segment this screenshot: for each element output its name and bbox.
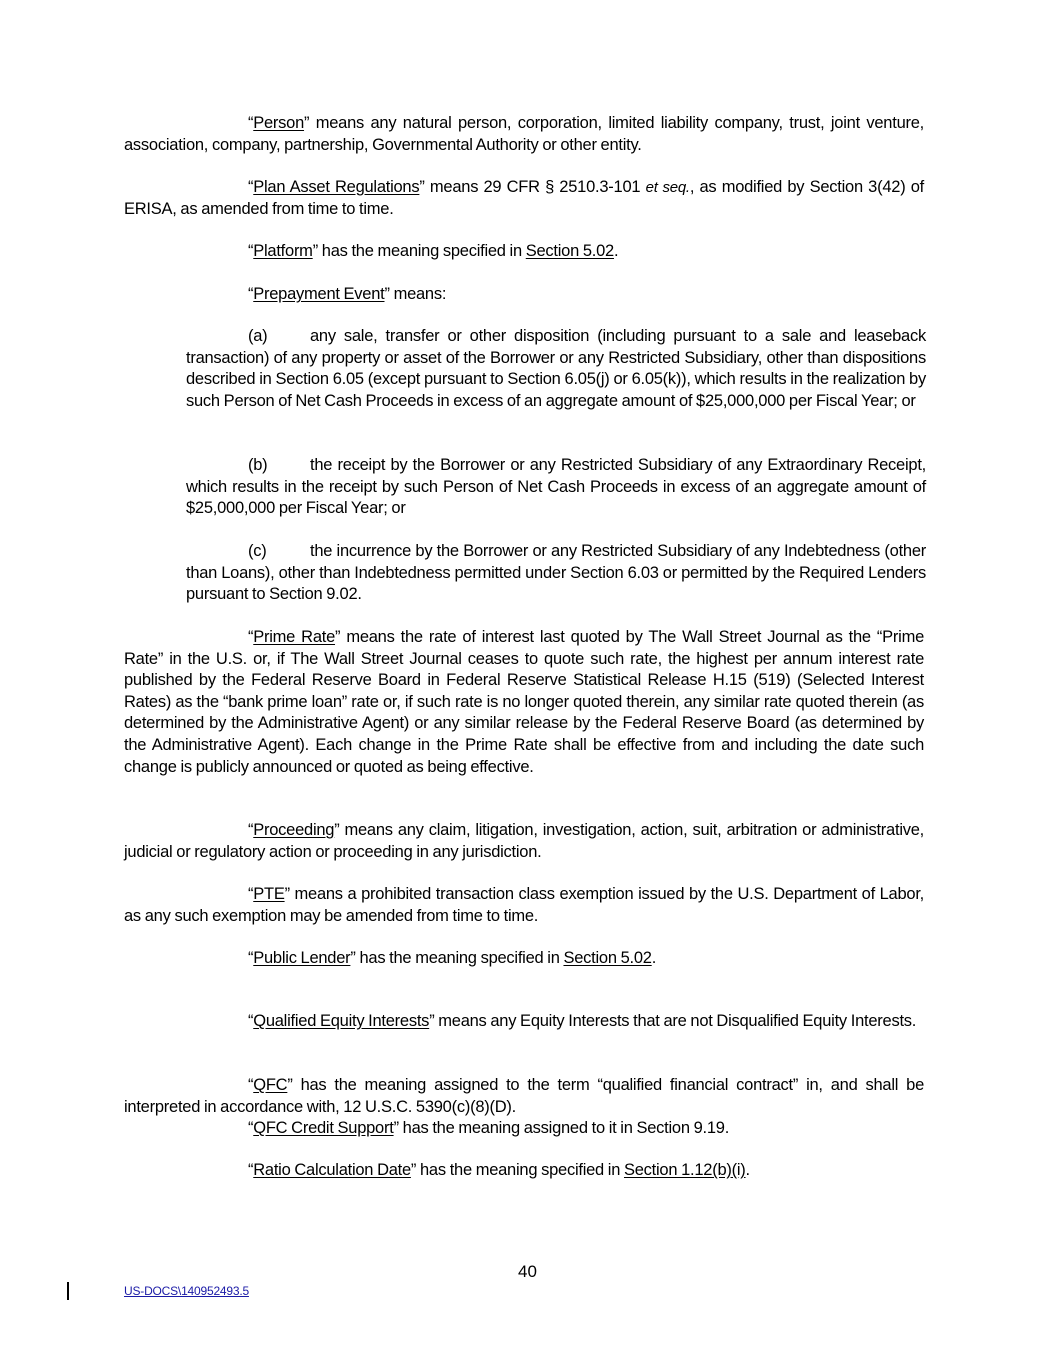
prepayment-item-b: (b) the receipt by the Borrower or any Restricted Subsidiary of any Extraordinary Receipt, which results in the receipt by such Person of Net Cash Proceeds in excess of an aggregate amount of $25,000,000 per Fiscal Year; or (186, 456, 926, 518)
section-reference: Section 5.02 (525, 242, 614, 260)
defined-term: Prepayment Event (253, 285, 385, 303)
defined-term: PTE (253, 885, 285, 903)
definition-qfc: “QFC” has the meaning assigned to the term “qualified financial contract” in, and shall be interpreted in accordance with, 12 U.S.C. 5390(c)(8)(D). (124, 1076, 924, 1116)
section-reference: Section 1.12(b)(i) (623, 1161, 746, 1179)
defined-term: Ratio Calculation Date (253, 1161, 411, 1179)
definition-qfc-credit-support: “QFC Credit Support” has the meaning assigned to it in Section 9.19. (248, 1119, 730, 1137)
defined-term: Qualified Equity Interests (253, 1012, 430, 1030)
definition-prime-rate: “Prime Rate” means the rate of interest last quoted by The Wall Street Journal as the “Prime Rate” in the U.S. or, if The Wall Street Journal ceases to quote such rate, the highest per annum interest rate published by the Federal Reserve Board in Federal Reserve Statistical Release H.15 (519) (Selected Interest Rates) as the “bank prime loan” rate or, if such rate is no longer quoted therein, any similar rate quoted therein (as determined by the Administrative Agent) or any similar release by the Federal Reserve Board (as determined by the Administrative Agent). Each change in the Prime Rate shall be effective from and including the date such change is publicly announced or quoted as being effective. (124, 628, 924, 776)
defined-term: QFC Credit Support (253, 1119, 394, 1137)
revision-bar (67, 1282, 69, 1300)
page-number: 40 (518, 1262, 537, 1281)
defined-term: Platform (253, 242, 313, 260)
definition-platform: “Platform” has the meaning specified in Section 5.02. (248, 242, 619, 260)
definition-pte: “PTE” means a prohibited transaction class exemption issued by the U.S. Department of Labor, as any such exemption may be amended from time to time. (124, 885, 924, 925)
defined-term: Public Lender (253, 949, 351, 967)
defined-term: QFC (253, 1076, 288, 1094)
section-reference: Section 5.02 (563, 949, 652, 967)
definition-proceeding: “Proceeding” means any claim, litigation, investigation, action, suit, arbitration or administrative, judicial or regulatory action or proceeding in any jurisdiction. (124, 821, 924, 861)
definition-person: “Person” means any natural person, corporation, limited liability company, trust, joint venture, association, company, partnership, Governmental Authority or other entity. (124, 114, 924, 154)
definition-prepayment-event: “Prepayment Event” means: (248, 285, 447, 303)
definition-qualified-equity-interests: “Qualified Equity Interests” means any Equity Interests that are not Disqualified Equity Interests. (248, 1012, 917, 1030)
defined-term: Person (253, 114, 305, 132)
defined-term: Plan Asset Regulations (253, 178, 420, 196)
definition-plan-asset-regulations: “Plan Asset Regulations” means 29 CFR § 2510.3-101 et seq., as modified by Section 3(42) of ERISA, as amended from time to time. (124, 178, 925, 218)
definition-ratio-calculation-date: “Ratio Calculation Date” has the meaning specified in Section 1.12(b)(i). (248, 1161, 750, 1179)
footer-doc-id-link[interactable]: US-DOCS\140952493.5 (124, 1284, 249, 1298)
defined-term: Proceeding (253, 821, 335, 839)
defined-term: Prime Rate (253, 628, 336, 646)
prepayment-item-c: (c) the incurrence by the Borrower or any Restricted Subsidiary of any Indebtedness (other than Loans), other than Indebtedness permitted under Section 6.03 or permitted by the Required Lenders pursuant to Section 9.02. (186, 542, 926, 604)
definition-public-lender: “Public Lender” has the meaning specified in Section 5.02. (248, 949, 657, 967)
prepayment-item-a: (a) any sale, transfer or other disposition (including pursuant to a sale and leaseback transaction) of any property or asset of the Borrower or any Restricted Subsidiary, other than dispositions described in Section 6.05 (except pursuant to Section 6.05(j) or 6.05(k)), which results in the realization by such Person of Net Cash Proceeds in excess of an aggregate amount of $25,000,000 per Fiscal Year; or (186, 327, 926, 410)
